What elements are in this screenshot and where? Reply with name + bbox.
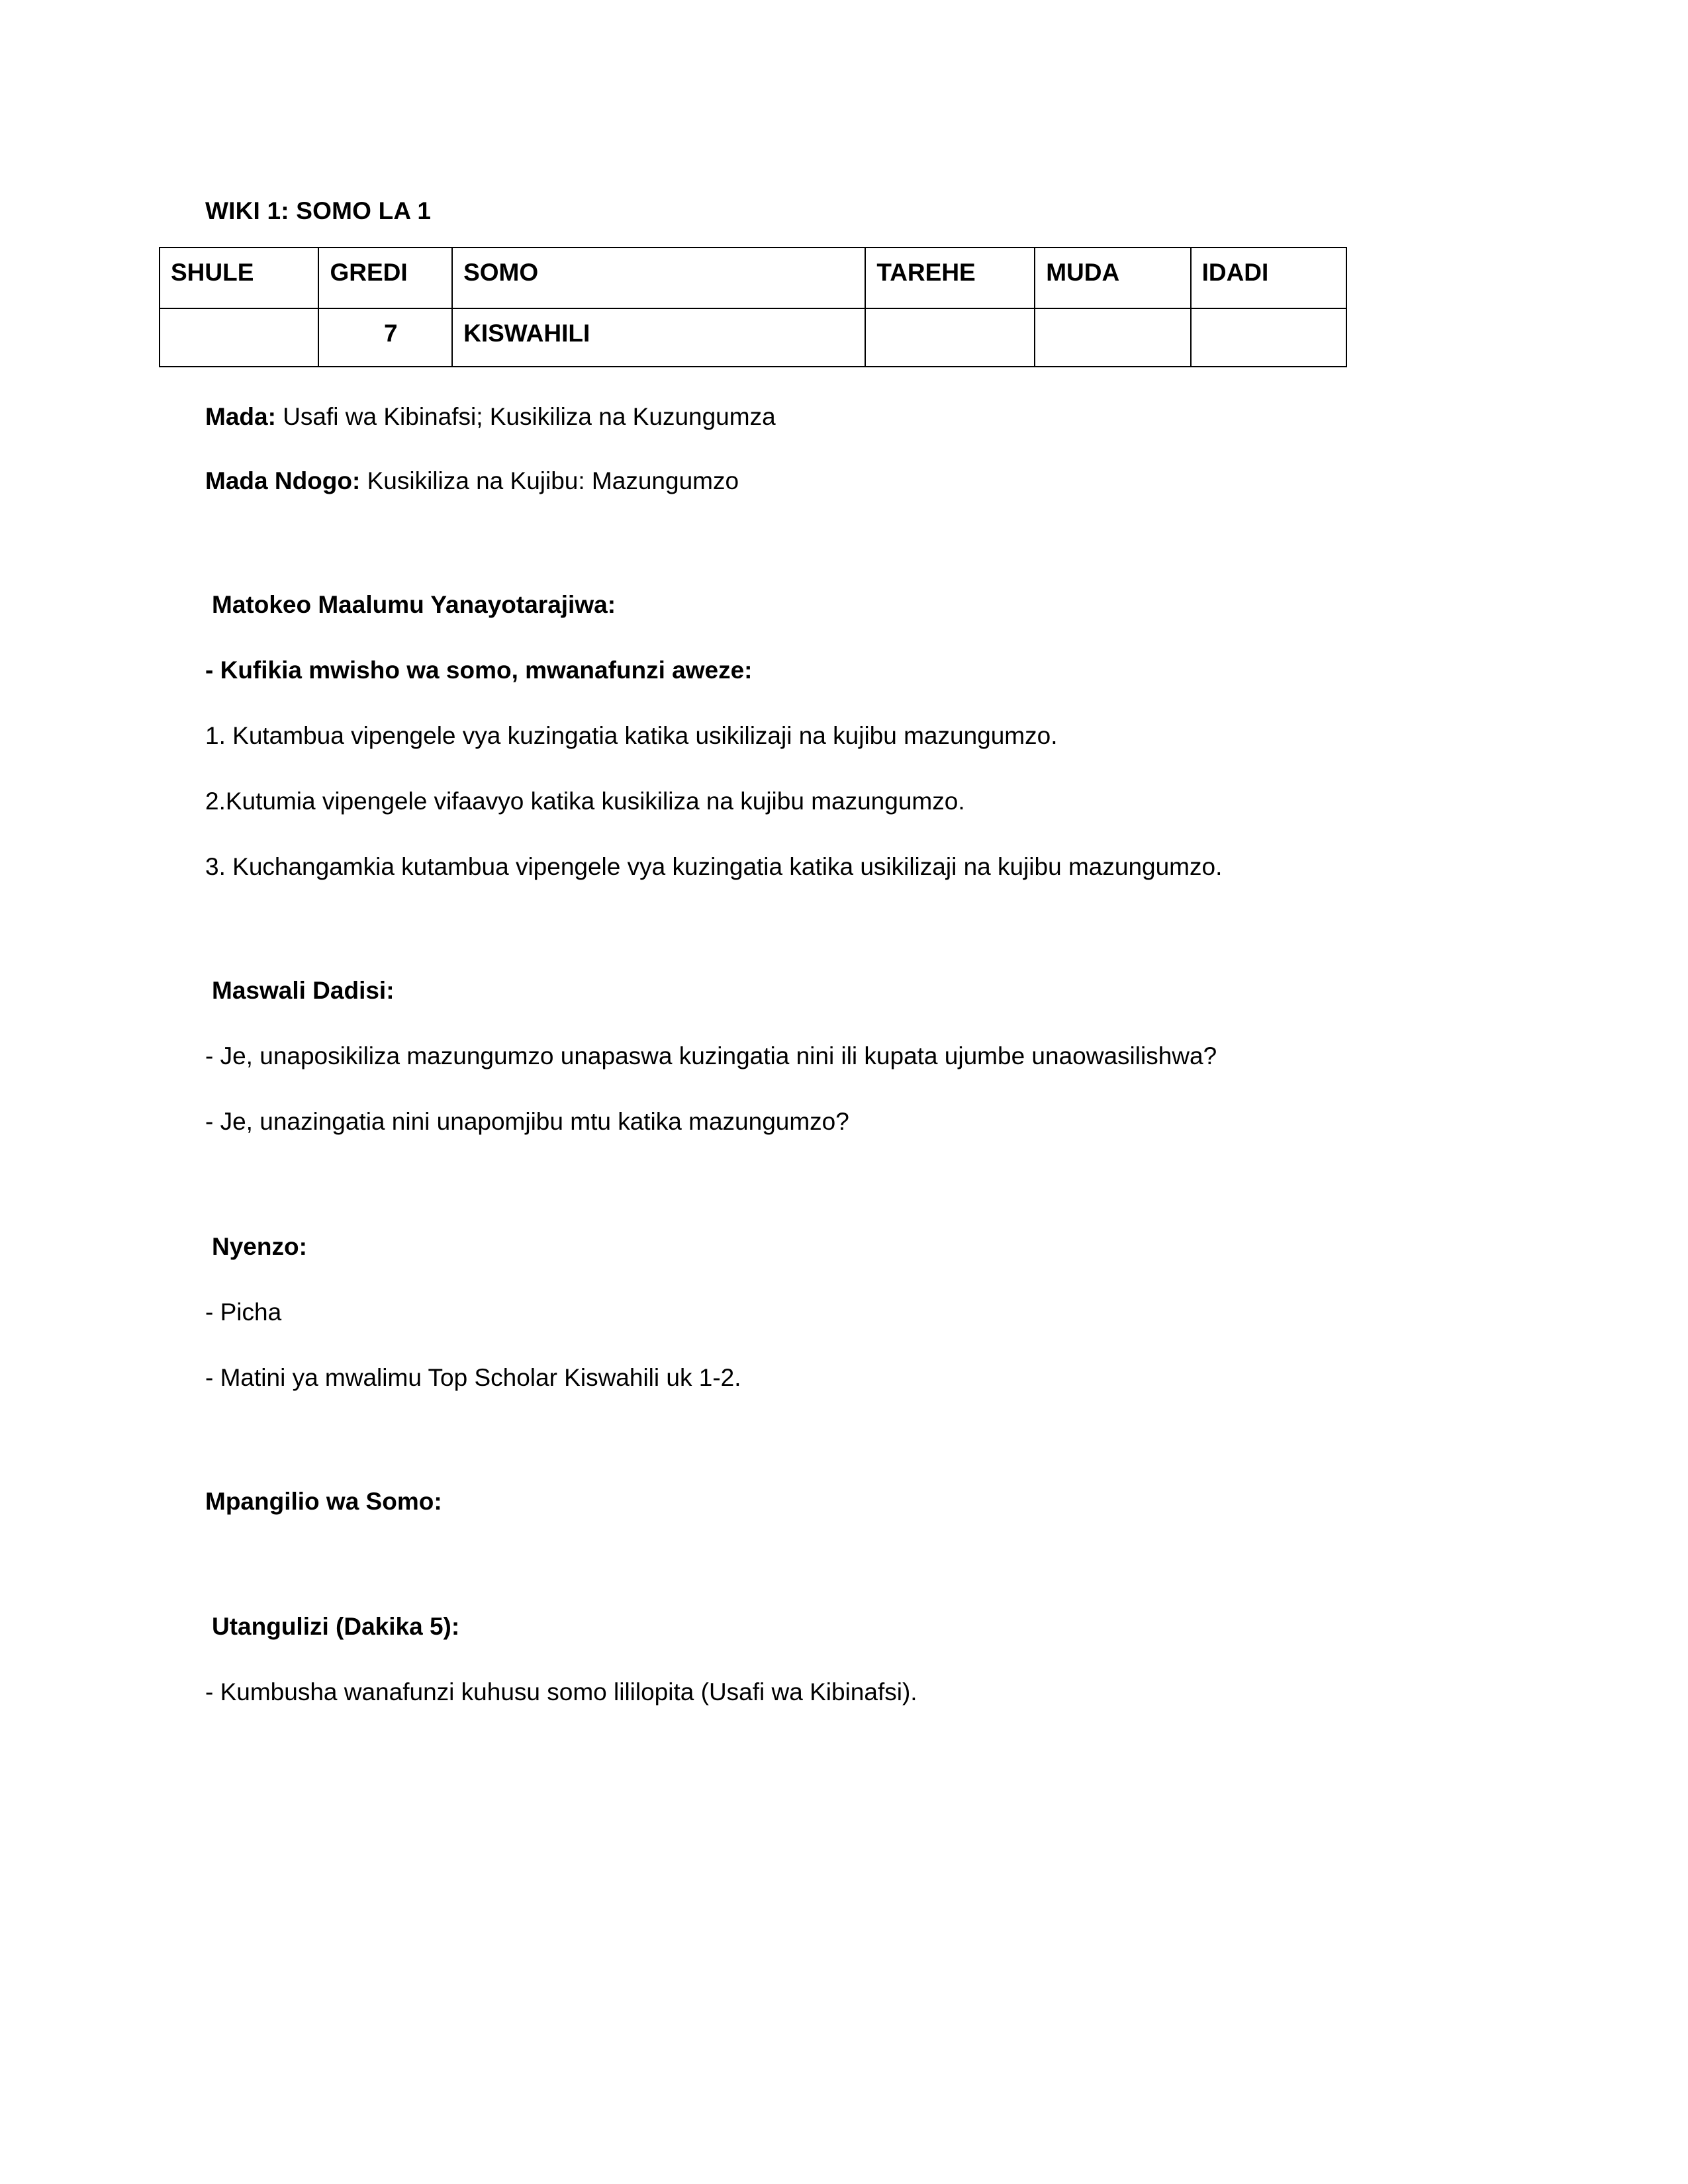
table-cell-shule <box>160 308 318 367</box>
table-cell-muda <box>1035 308 1190 367</box>
page-title: WIKI 1: SOMO LA 1 <box>205 197 432 224</box>
matokeo-item-2: 2.Kutumia vipengele vifaavyo katika kusikiliza na kujibu mazungumzo. <box>205 788 965 815</box>
mada-ndogo-value: Kusikiliza na Kujibu: Mazungumzo <box>367 467 739 494</box>
document-body <box>171 197 1496 1706</box>
maswali-dadisi-item-2: - Je, unazingatia nini unapomjibu mtu katika mazungumzo? <box>205 1108 849 1135</box>
nyenzo-item-2: - Matini ya mwalimu Top Scholar Kiswahili uk 1-2. <box>205 1364 741 1391</box>
matokeo-item-3: 3. Kuchangamkia kutambua vipengele vya kuzingatia katika usikilizaji na kujibu mazungumzo. <box>205 853 1223 880</box>
table-header-idadi: IDADI <box>1191 248 1346 308</box>
table-header-muda: MUDA <box>1035 248 1190 308</box>
mada-line <box>205 404 1496 429</box>
table-cell-somo: KISWAHILI <box>452 308 865 367</box>
maswali-dadisi-heading: Maswali Dadisi: <box>212 977 395 1004</box>
mada-value: Usafi wa Kibinafsi; Kusikiliza na Kuzungumza <box>283 403 776 430</box>
matokeo-item-1: 1. Kutambua vipengele vya kuzingatia katika usikilizaji na kujibu mazungumzo. <box>205 722 1058 749</box>
matokeo-heading: Matokeo Maalumu Yanayotarajiwa: <box>212 591 616 618</box>
mpangilio-heading: Mpangilio wa Somo: <box>205 1488 442 1515</box>
table-header-somo: SOMO <box>452 248 865 308</box>
mada-ndogo-line <box>205 469 1496 493</box>
table-header-shule: SHULE <box>160 248 318 308</box>
lesson-info-table <box>159 247 1347 367</box>
matokeo-subheading: - Kufikia mwisho wa somo, mwanafunzi aweze: <box>205 657 753 684</box>
mada-ndogo-label: Mada Ndogo: <box>205 467 361 494</box>
maswali-dadisi-item-1: - Je, unaposikiliza mazungumzo unapaswa kuzingatia nini ili kupata ujumbe unaowasilishwa? <box>205 1042 1217 1069</box>
table-cell-gredi: 7 <box>318 308 452 367</box>
utangulizi-item-1: - Kumbusha wanafunzi kuhusu somo lililopita (Usafi wa Kibinafsi). <box>205 1678 917 1706</box>
table-row <box>160 308 1346 367</box>
nyenzo-heading: Nyenzo: <box>212 1233 307 1260</box>
mada-label: Mada: <box>205 403 276 430</box>
nyenzo-item-1: - Picha <box>205 1298 282 1326</box>
table-cell-tarehe <box>865 308 1035 367</box>
table-header-tarehe: TAREHE <box>865 248 1035 308</box>
utangulizi-heading: Utangulizi (Dakika 5): <box>212 1613 460 1640</box>
table-header-gredi: GREDI <box>318 248 452 308</box>
table-cell-idadi <box>1191 308 1346 367</box>
table-header-row <box>160 248 1346 308</box>
